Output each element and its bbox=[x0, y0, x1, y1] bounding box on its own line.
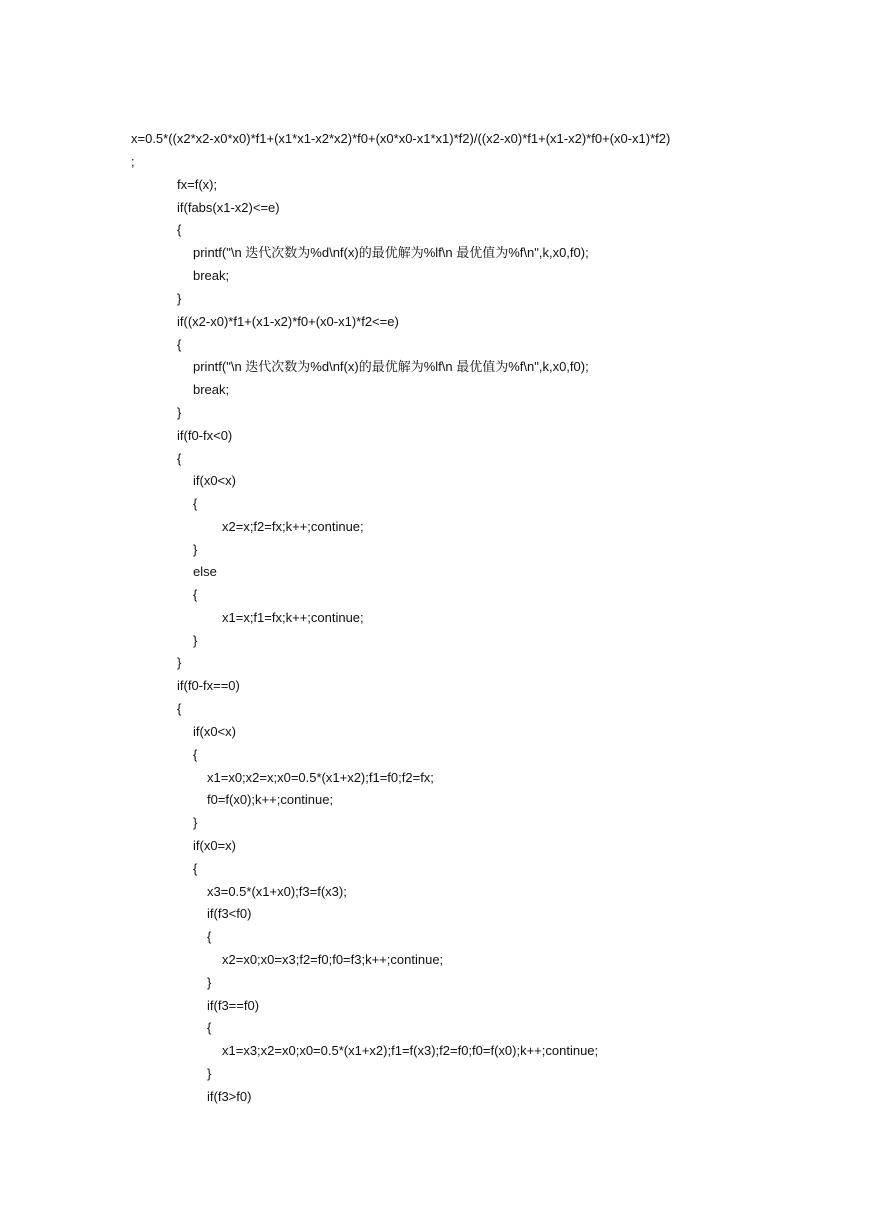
code-line: if(f0-fx==0) bbox=[177, 678, 240, 693]
code-line: } bbox=[177, 291, 182, 306]
code-line: { bbox=[177, 337, 182, 352]
code-line: } bbox=[207, 975, 212, 990]
code-line: } bbox=[193, 815, 198, 830]
code-line: } bbox=[207, 1066, 212, 1081]
code-line: if(f0-fx<0) bbox=[177, 428, 233, 443]
code-line: printf("\n 迭代次数为%d\nf(x)的最优解为%lf\n 最优值为%f\n",k,x0,f0); bbox=[193, 359, 589, 374]
code-line: f0=f(x0);k++;continue; bbox=[207, 792, 334, 807]
code-line: break; bbox=[193, 382, 230, 397]
code-line: { bbox=[193, 861, 198, 876]
code-line: if(f3>f0) bbox=[207, 1089, 252, 1104]
code-line: x3=0.5*(x1+x0);f3=f(x3); bbox=[207, 884, 347, 899]
code-line: break; bbox=[193, 268, 230, 283]
code-line: if(f3<f0) bbox=[207, 906, 252, 921]
code-line: { bbox=[177, 701, 182, 716]
code-line: x2=x;f2=fx;k++;continue; bbox=[222, 519, 364, 534]
code-line: printf("\n 迭代次数为%d\nf(x)的最优解为%lf\n 最优值为%f\n",k,x0,f0); bbox=[193, 245, 589, 260]
code-line: } bbox=[177, 405, 182, 420]
code-line: { bbox=[207, 929, 212, 944]
code-line: { bbox=[177, 451, 182, 466]
code-line: { bbox=[207, 1020, 212, 1035]
code-line: x1=x0;x2=x;x0=0.5*(x1+x2);f1=f0;f2=fx; bbox=[207, 770, 434, 785]
code-line: x=0.5*((x2*x2-x0*x0)*f1+(x1*x1-x2*x2)*f0+(x0*x0-x1*x1)*f2)/((x2-x0)*f1+(x1-x2)*f0+(x0-x1)*f2) bbox=[131, 131, 671, 146]
code-line: } bbox=[177, 655, 182, 670]
code-line: { bbox=[193, 747, 198, 762]
code-line: if(fabs(x1-x2)<=e) bbox=[177, 200, 280, 215]
code-line: } bbox=[193, 633, 198, 648]
code-line: x1=x;f1=fx;k++;continue; bbox=[222, 610, 364, 625]
code-line: { bbox=[177, 222, 182, 237]
code-line: fx=f(x); bbox=[177, 177, 218, 192]
code-line: if(x0<x) bbox=[193, 473, 236, 488]
code-line: ; bbox=[131, 154, 135, 169]
code-line: x2=x0;x0=x3;f2=f0;f0=f3;k++;continue; bbox=[222, 952, 444, 967]
code-line: { bbox=[193, 496, 198, 511]
code-line: else bbox=[193, 564, 217, 579]
code-line: x1=x3;x2=x0;x0=0.5*(x1+x2);f1=f(x3);f2=f0;f0=f(x0);k++;continue; bbox=[222, 1043, 599, 1058]
code-line: { bbox=[193, 587, 198, 602]
code-line: if(x0=x) bbox=[193, 838, 236, 853]
code-line: if((x2-x0)*f1+(x1-x2)*f0+(x0-x1)*f2<=e) bbox=[177, 314, 399, 329]
code-line: if(f3==f0) bbox=[207, 998, 260, 1013]
code-line: } bbox=[193, 542, 198, 557]
code-line: if(x0<x) bbox=[193, 724, 236, 739]
